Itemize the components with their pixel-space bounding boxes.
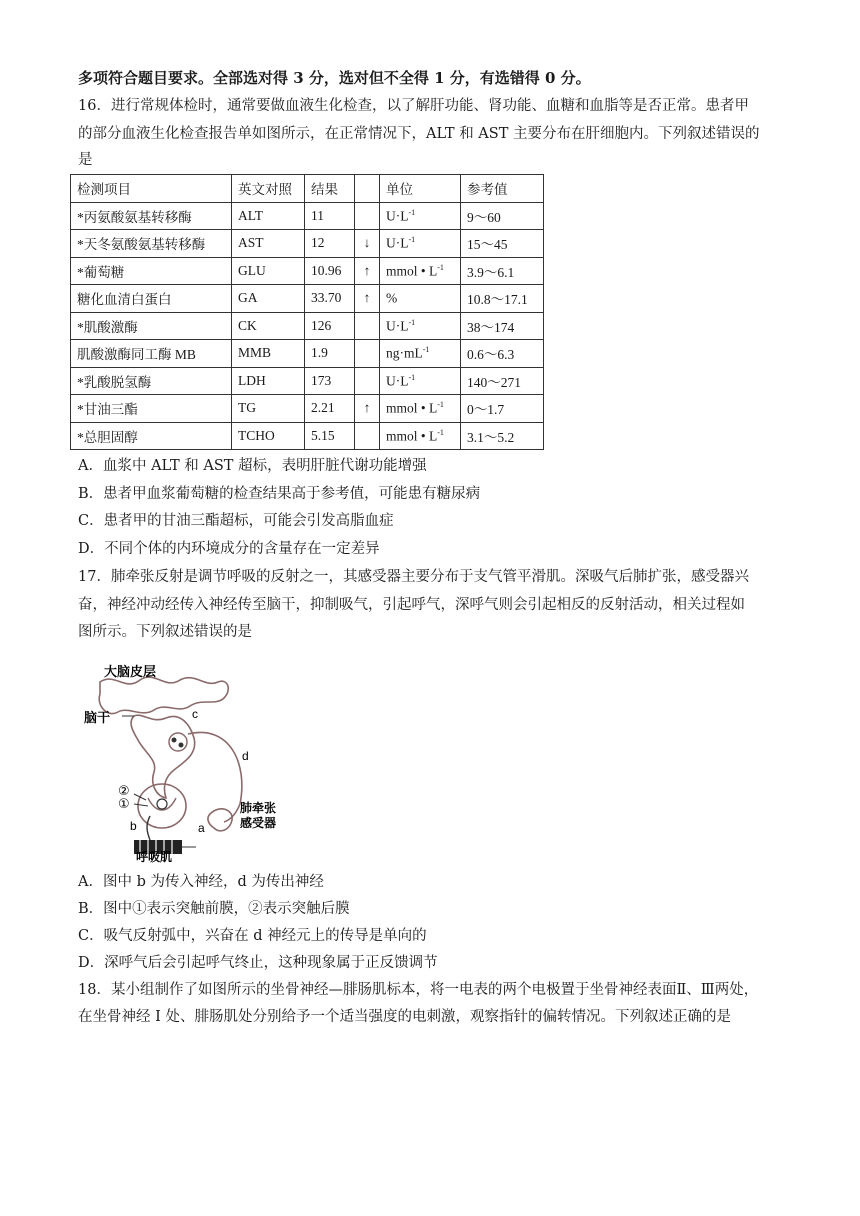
table-row bbox=[71, 367, 544, 395]
q16-stem-line3: 是 bbox=[78, 152, 93, 168]
table-row bbox=[71, 340, 544, 368]
q17-stem-line2: 奋，神经冲动经传入神经传至脑干，抑制吸气，引起呼气，深呼气则会引起相反的反射活动，相关过程如 bbox=[78, 597, 745, 613]
label-one: ① bbox=[118, 797, 130, 812]
cortex-outline bbox=[99, 677, 228, 713]
q16-option-c: C．患者甲的甘油三酯超标，可能会引发高脂血症 bbox=[78, 513, 394, 529]
q17-option-b: B．图中①表示突触前膜，②表示突触后膜 bbox=[78, 901, 350, 917]
label-cortex: 大脑皮层 bbox=[104, 665, 157, 680]
table-cell-flag: ↑ bbox=[355, 395, 380, 423]
nerve-d bbox=[188, 732, 242, 822]
table-cell-ref: 3.9～6.1 bbox=[461, 257, 544, 285]
table-cell-ref: 140～271 bbox=[461, 367, 544, 395]
table-cell-flag bbox=[355, 312, 380, 340]
header-cell: 检测项目 bbox=[71, 175, 232, 203]
table-cell-flag bbox=[355, 367, 380, 395]
table-cell-result: 173 bbox=[305, 367, 355, 395]
table-cell-flag: ↑ bbox=[355, 257, 380, 285]
label-c: c bbox=[192, 707, 198, 721]
table-row bbox=[71, 395, 544, 423]
table-cell-abbr: MMB bbox=[232, 340, 305, 368]
table-cell-abbr: ALT bbox=[232, 202, 305, 230]
table-cell-abbr: CK bbox=[232, 312, 305, 340]
brainstem-outline bbox=[131, 715, 195, 798]
table-cell-result: 126 bbox=[305, 312, 355, 340]
table-cell-item: 肌酸激酶同工酶 MB bbox=[71, 340, 232, 368]
table-cell-ref: 0.6～6.3 bbox=[461, 340, 544, 368]
table-cell-ref: 38～174 bbox=[461, 312, 544, 340]
table-cell-flag: ↓ bbox=[355, 230, 380, 258]
table-cell-abbr: TCHO bbox=[232, 422, 305, 450]
table-cell-abbr: LDH bbox=[232, 367, 305, 395]
q18-stem-line1: 18．某小组制作了如图所示的坐骨神经—腓肠肌标本，将一电表的两个电极置于坐骨神经表面Ⅱ、Ⅲ两处， bbox=[78, 982, 759, 998]
table-cell-ref: 9～60 bbox=[461, 202, 544, 230]
table-cell-item: 糖化血清白蛋白 bbox=[71, 285, 232, 313]
table-cell-unit: % bbox=[380, 285, 461, 313]
table-row bbox=[71, 257, 544, 285]
table-cell-ref: 0～1.7 bbox=[461, 395, 544, 423]
table-cell-result: 1.9 bbox=[305, 340, 355, 368]
table-cell-abbr: AST bbox=[232, 230, 305, 258]
label-a: a bbox=[198, 821, 205, 835]
header-cell: 结果 bbox=[305, 175, 355, 203]
section-header: 多项符合题目要求。全部选对得 3 分，选对但不全得 1 分，有选错得 0 分。 bbox=[78, 69, 591, 87]
q17-stem-line1: 17．肺牵张反射是调节呼吸的反射之一，其感受器主要分布于支气管平滑肌。深吸气后肺扩张，感受器兴 bbox=[78, 569, 749, 585]
table-cell-result: 5.15 bbox=[305, 422, 355, 450]
table-cell-result: 10.96 bbox=[305, 257, 355, 285]
label-two: ② bbox=[118, 784, 130, 799]
q17-option-a: A．图中 b 为传入神经，d 为传出神经 bbox=[78, 874, 324, 890]
header-cell: 英文对照 bbox=[232, 175, 305, 203]
table-cell-result: 33.70 bbox=[305, 285, 355, 313]
table-cell-abbr: GLU bbox=[232, 257, 305, 285]
label-receptor-line2: 感受器 bbox=[240, 816, 277, 830]
label-d: d bbox=[242, 749, 249, 763]
table-row bbox=[71, 422, 544, 450]
reflex-arc-diagram bbox=[70, 654, 300, 864]
table-cell-unit: mmol • $L^{-1}$ bbox=[380, 395, 461, 423]
table-cell-item: *葡萄糖 bbox=[71, 257, 232, 285]
label-receptor-line1: 肺牵张 bbox=[240, 801, 277, 815]
header-cell: 单位 bbox=[380, 175, 461, 203]
table-cell-flag: ↑ bbox=[355, 285, 380, 313]
table-cell-abbr: GA bbox=[232, 285, 305, 313]
table-cell-item: *乳酸脱氢酶 bbox=[71, 367, 232, 395]
table-cell-ref: 10.8～17.1 bbox=[461, 285, 544, 313]
label-brainstem: 脑干 bbox=[84, 711, 111, 726]
blood-test-report-table bbox=[70, 174, 544, 450]
q17-option-c: C．吸气反射弧中，兴奋在 d 神经元上的传导是单向的 bbox=[78, 928, 427, 944]
q18-stem-line2: 在坐骨神经 I 处、腓肠肌处分别给予一个适当强度的电刺激，观察指针的偏转情况。下列叙述正确的是 bbox=[78, 1009, 731, 1025]
q16-stem-line2: 的部分血液生化检查报告单如图所示，在正常情况下，ALT 和 AST 主要分布在肝细胞内。下列叙述错误的 bbox=[78, 126, 760, 142]
table-cell-result: 12 bbox=[305, 230, 355, 258]
q16-option-d: D．不同个体的内环境成分的含量存在一定差异 bbox=[78, 541, 380, 557]
q16-stem-line1: 16．进行常规体检时，通常要做血液生化检查，以了解肝功能、肾功能、血糖和血脂等是否正常。患者甲 bbox=[78, 98, 749, 114]
table-cell-unit: $U\cdot L^{-1}$ bbox=[380, 202, 461, 230]
table-cell-item: *甘油三酯 bbox=[71, 395, 232, 423]
table-header-row bbox=[71, 175, 544, 203]
table-cell-ref: 3.1～5.2 bbox=[461, 422, 544, 450]
neuron-c-body bbox=[169, 733, 187, 751]
table-cell-item: *总胆固醇 bbox=[71, 422, 232, 450]
label-muscle: 呼吸肌 bbox=[136, 850, 173, 864]
table-row bbox=[71, 202, 544, 230]
table-cell-result: 2.21 bbox=[305, 395, 355, 423]
table-cell-unit: $U\cdot L^{-1}$ bbox=[380, 312, 461, 340]
table-cell-flag bbox=[355, 340, 380, 368]
header-cell bbox=[355, 175, 380, 203]
table-cell-item: *天冬氨酸氨基转移酶 bbox=[71, 230, 232, 258]
table-cell-flag bbox=[355, 422, 380, 450]
table-cell-unit: $ng\cdot mL^{-1}$ bbox=[380, 340, 461, 368]
q17-option-d: D．深呼气后会引起呼气终止，这种现象属于正反馈调节 bbox=[78, 955, 438, 971]
header-cell: 参考值 bbox=[461, 175, 544, 203]
table-cell-unit: $U\cdot L^{-1}$ bbox=[380, 230, 461, 258]
table-cell-item: *丙氨酸氨基转移酶 bbox=[71, 202, 232, 230]
table-row bbox=[71, 230, 544, 258]
table-cell-ref: 15～45 bbox=[461, 230, 544, 258]
q17-stem-line3: 图所示。下列叙述错误的是 bbox=[78, 624, 252, 640]
table-row bbox=[71, 285, 544, 313]
nerve-b bbox=[147, 816, 150, 840]
table-row bbox=[71, 312, 544, 340]
table-cell-unit: mmol • $L^{-1}$ bbox=[380, 422, 461, 450]
table-cell-unit: mmol • $L^{-1}$ bbox=[380, 257, 461, 285]
label-b: b bbox=[130, 819, 137, 833]
table-cell-flag bbox=[355, 202, 380, 230]
q16-option-a: A．血浆中 ALT 和 AST 超标，表明肝脏代谢功能增强 bbox=[78, 458, 427, 474]
q16-option-b: B．患者甲血浆葡萄糖的检查结果高于参考值，可能患有糖尿病 bbox=[78, 486, 481, 502]
table-cell-unit: $U\cdot L^{-1}$ bbox=[380, 367, 461, 395]
table-cell-item: *肌酸激酶 bbox=[71, 312, 232, 340]
table-cell-result: 11 bbox=[305, 202, 355, 230]
table-cell-abbr: TG bbox=[232, 395, 305, 423]
